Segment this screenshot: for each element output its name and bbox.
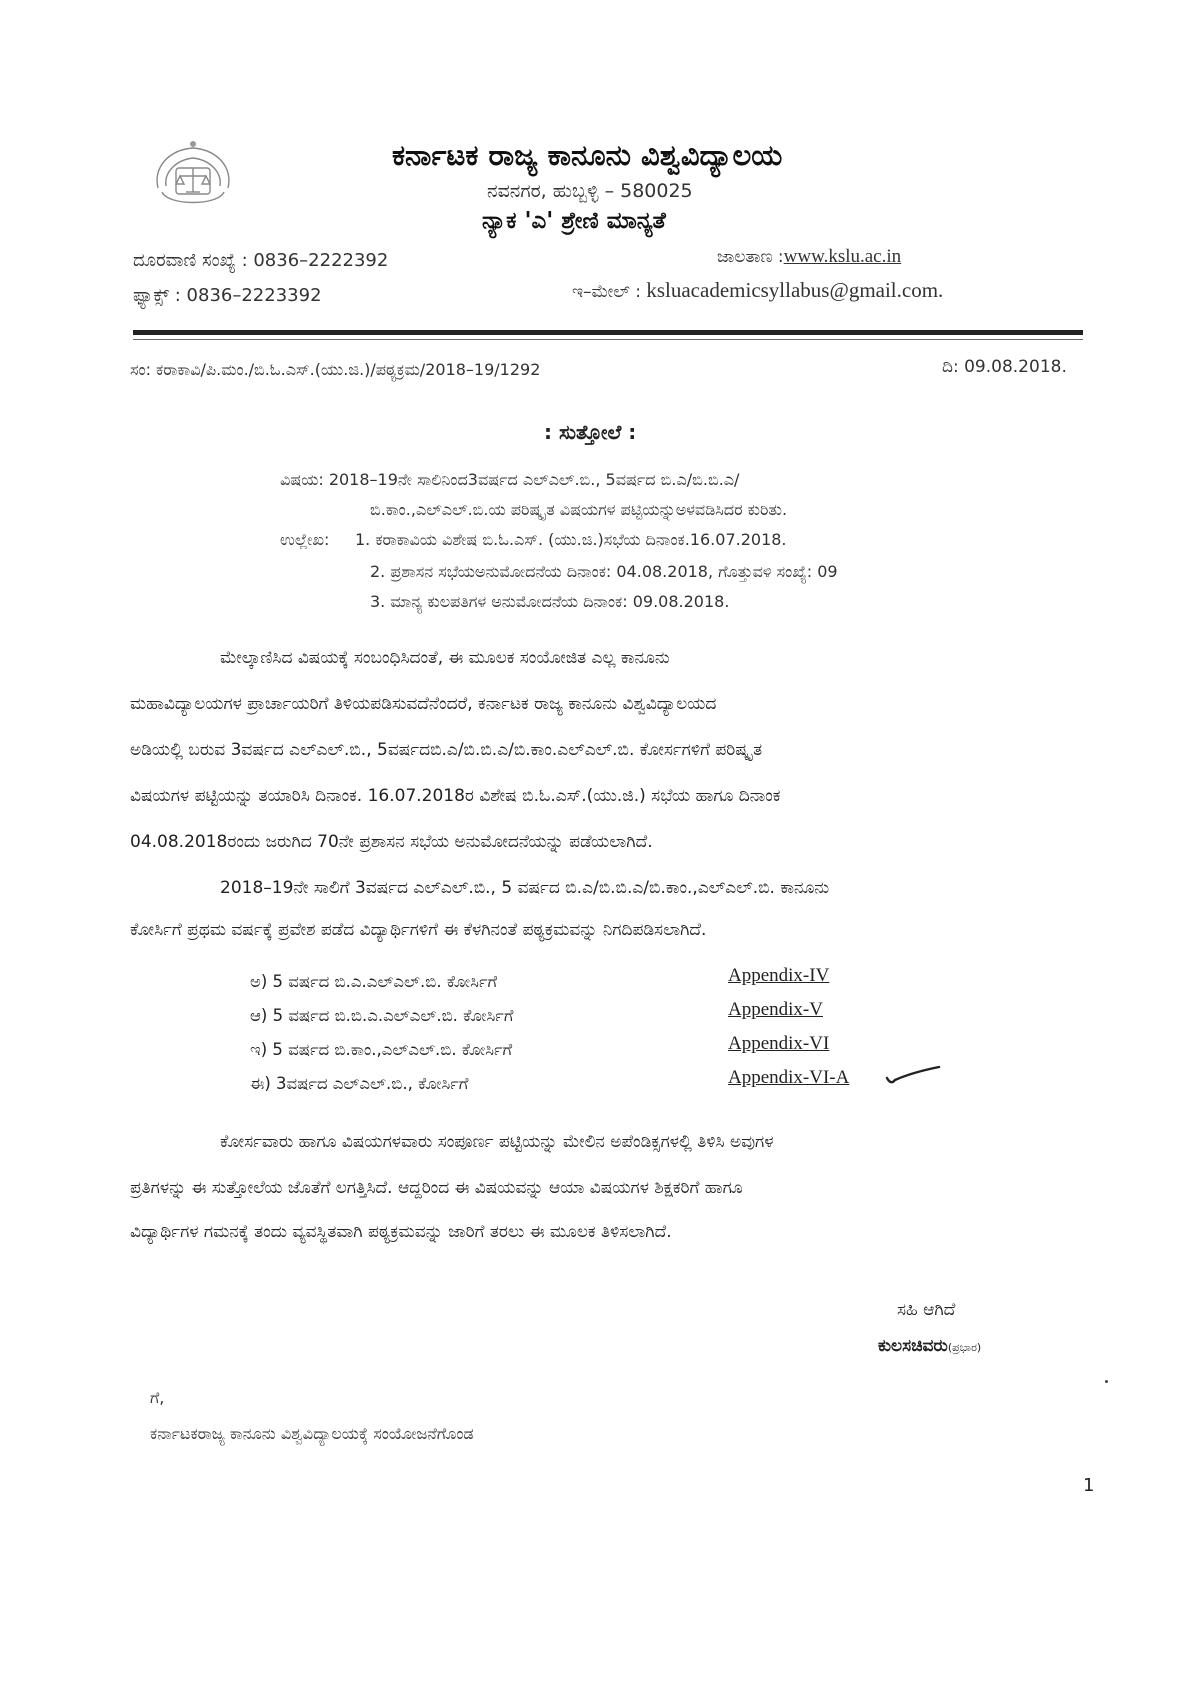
- fax-number: ಫ್ಯಾಕ್ಸ್ : 0836–2223392: [133, 285, 322, 306]
- body-paragraph-line: 04.08.2018ರಂದು ಜರುಗಿದ 70ನೇ ಪ್ರಶಾಸನ ಸಭೆಯ ಅನುಮೋದನೆಯನ್ನು ಪಡೆಯಲಾಗಿದೆ.: [130, 832, 653, 852]
- appendix-link[interactable]: Appendix-IV: [728, 965, 830, 986]
- reference-item: 1. ಕರಾಕಾವಿಯ ವಿಶೇಷ ಬಿ.ಓ.ಎಸ್. (ಯು.ಜಿ.)ಸಭೆಯ ದಿನಾಂಕ.16.07.2018.: [355, 530, 787, 549]
- page-number: 1: [1083, 1475, 1095, 1496]
- university-address: ನವನಗರ, ಹುಬ್ಬಳ್ಳಿ – 580025: [487, 180, 693, 202]
- body-paragraph-line: ಕೋರ್ಸಿಗೆ ಪ್ರಥಮ ವರ್ಷಕ್ಕೆ ಪ್ರವೇಶ ಪಡೆದ ವಿದ್ಯಾರ್ಥಿಗಳಿಗೆ ಈ ಕೆಳಗಿನಂತೆ ಪಠ್ಯಕ್ರಮವನ್ನು ನಿಗದಿಪಡಿಸಲಾಗಿದೆ.: [130, 920, 707, 940]
- website-link[interactable]: www.kslu.ac.in: [783, 246, 902, 267]
- email-label: ಇ–ಮೇಲ್ :: [572, 282, 641, 302]
- closing-paragraph-line: ಕೋರ್ಸವಾರು ಹಾಗೂ ವಿಷಯಗಳವಾರು ಸಂಪೂರ್ಣ ಪಟ್ಟಿಯನ್ನು ಮೇಲಿನ ಅಪೆಂಡಿಕ್ಸಗಳಲ್ಲಿ ತಿಳಿಸಿ ಅವುಗಳ: [220, 1132, 774, 1152]
- body-paragraph-line: ಅಡಿಯಲ್ಲಿ ಬರುವ 3ವರ್ಷದ ಎಲ್‌ಎಲ್.ಬಿ., 5ವರ್ಷದಬಿ.ಎ/ಬಿ.ಬಿ.ಎ/ಬಿ.ಕಾಂ.ಎಲ್‌ಎಲ್.ಬಿ. ಕೋರ್ಸಗಳಿಗೆ ಪರಿಷ್ಕೃತ: [130, 740, 763, 760]
- email-address[interactable]: ksluacademicsyllabus@gmail.com.: [646, 278, 944, 302]
- appendix-link[interactable]: Appendix-V: [728, 999, 823, 1020]
- course-item-label: ಈ) 3ವರ್ಷದ ಎಲ್‌ಎಲ್.ಬಿ., ಕೋರ್ಸಿಗೆ: [250, 1074, 469, 1093]
- course-item-label: ಆ) 5 ವರ್ಷದ ಬಿ.ಬಿ.ಎ.ಎಲ್‌ಎಲ್.ಬಿ. ಕೋರ್ಸಿಗೆ: [250, 1006, 514, 1025]
- email-line: [572, 278, 943, 303]
- appendix-link[interactable]: Appendix-VI: [728, 1033, 830, 1054]
- handwritten-tick-mark-icon: [884, 1064, 942, 1088]
- body-paragraph-line: ವಿಷಯಗಳ ಪಟ್ಟಿಯನ್ನು ತಯಾರಿಸಿ ದಿನಾಂಕ. 16.07.2018ರ ವಿಶೇಷ ಬಿ.ಓ.ಎಸ್.(ಯು.ಜಿ.) ಸಭೆಯ ಹಾಗೂ ದಿನಾಂಕ: [130, 786, 781, 806]
- header-divider-thin: [133, 339, 1083, 340]
- references-label: ಉಲ್ಲೇಖ:: [280, 530, 330, 549]
- registrar-title: [878, 1336, 981, 1356]
- subject-line-2: ಬಿ.ಕಾಂ.,ಎಲ್‌ಎಲ್.ಬಿ.ಯ ಪರಿಷ್ಕೃತ ವಿಷಯಗಳ ಪಟ್ಟಿಯನ್ನುಅಳವಡಿಸಿದರ ಕುರಿತು.: [370, 500, 788, 519]
- accreditation-line: ನ್ಯಾಕ 'ಎ' ಶ್ರೇಣಿ ಮಾನ್ಯತೆ: [482, 208, 666, 234]
- header-divider-thick: [133, 330, 1083, 335]
- university-name: ಕರ್ನಾಟಕ ರಾಜ್ಯ ಕಾನೂನು ವಿಶ್ವವಿದ್ಯಾಲಯ: [392, 138, 783, 172]
- course-item-label: ಅ) 5 ವರ್ಷದ ಬಿ.ಎ.ಎಲ್‌ಎಲ್.ಬಿ. ಕೋರ್ಸಿಗೆ: [250, 972, 498, 991]
- registrar-label: ಕುಲಸಚಿವರು: [878, 1336, 948, 1356]
- reference-item: 3. ಮಾನ್ಯ ಕುಲಪತಿಗಳ ಅನುಮೋದನೆಯ ದಿನಾಂಕ: 09.08.2018.: [370, 592, 730, 611]
- website-line: [717, 246, 901, 268]
- scan-dot: [1105, 1380, 1108, 1383]
- circular-title: : ಸುತ್ತೋಲೆ :: [544, 420, 637, 444]
- body-paragraph-line: ಮಹಾವಿದ್ಯಾಲಯಗಳ ಪ್ರಾರ್ಚಾಯರಿಗೆ ತಿಳಿಯಪಡಿಸುವದೆನೆಂದರೆ, ಕರ್ನಾಟಕ ರಾಜ್ಯ ಕಾನೂನು ವಿಶ್ವವಿದ್ಯಾಲಯದ: [130, 694, 717, 714]
- closing-paragraph-line: ವಿದ್ಯಾರ್ಥಿಗಳ ಗಮನಕ್ಕೆ ತಂದು ವ್ಯವಸ್ಥಿತವಾಗಿ ಪಠ್ಯಕ್ರಮವನ್ನು ಜಾರಿಗೆ ತರಲು ಈ ಮೂಲಕ ತಿಳಿಸಲಾಗಿದೆ.: [130, 1222, 672, 1242]
- reference-item: 2. ಪ್ರಶಾಸನ ಸಭೆಯಅನುಮೋದನೆಯ ದಿನಾಂಕ: 04.08.2018, ಗೊತ್ತುವಳಿ ಸಂಖ್ಯೆ: 09: [370, 562, 838, 581]
- document-date: ದಿ: 09.08.2018.: [942, 357, 1067, 377]
- university-emblem-logo: [148, 138, 238, 218]
- website-label: ಜಾಲತಾಣ :: [717, 247, 784, 267]
- phone-number: ದೂರವಾಣಿ ಸಂಖ್ಯೆ : 0836–2222392: [133, 250, 389, 271]
- course-item-label: ಇ) 5 ವರ್ಷದ ಬಿ.ಕಾಂ.,ಎಲ್‌ಎಲ್.ಬಿ. ಕೋರ್ಸಿಗೆ: [250, 1040, 513, 1059]
- signature-line: ಸಹಿ ಆಗಿದೆ: [897, 1300, 956, 1320]
- registrar-incharge: (ಪ್ರಭಾರ): [947, 1341, 982, 1354]
- appendix-link[interactable]: Appendix-VI-A: [728, 1067, 850, 1088]
- body-paragraph-line: 2018–19ನೇ ಸಾಲಿಗೆ 3ವರ್ಷದ ಎಲ್‌ಎಲ್.ಬಿ., 5 ವರ್ಷದ ಬಿ.ಎ/ಬಿ.ಬಿ.ಎ/ಬಿ.ಕಾಂ.,ಎಲ್‌ಎಲ್.ಬಿ. ಕಾನೂನು: [220, 878, 830, 898]
- body-paragraph-line: ಮೇಲ್ಕಾಣಿಸಿದ ವಿಷಯಕ್ಕೆ ಸಂಬಂಧಿಸಿದಂತೆ, ಈ ಮೂಲಕ ಸಂಯೋಜಿತ ಎಲ್ಲ ಕಾನೂನು: [220, 648, 670, 668]
- recipient-line: ಕರ್ನಾಟಕರಾಜ್ಯ ಕಾನೂನು ವಿಶ್ವವಿದ್ಯಾಲಯಕ್ಕೆ ಸಂಯೋಜನೆಗೊಂಡ: [150, 1424, 474, 1443]
- reference-number: ಸಂ: ಕರಾಕಾವಿ/ಪಿ.ಮಂ./ಬಿ.ಓ.ಎಸ್.(ಯು.ಜಿ.)/ಪಠ್ಯಕ್ರಮ/2018–19/1292: [130, 360, 541, 379]
- to-label: ಗೆ,: [150, 1388, 165, 1407]
- subject-line-1: ವಿಷಯ: 2018–19ನೇ ಸಾಲಿನಿಂದ3ವರ್ಷದ ಎಲ್‌ಎಲ್.ಬಿ., 5ವರ್ಷದ ಬಿ.ಎ/ಬಿ.ಬಿ.ಎ/: [280, 470, 740, 489]
- closing-paragraph-line: ಪ್ರತಿಗಳನ್ನು ಈ ಸುತ್ತೋಲೆಯ ಜೊತೆಗೆ ಲಗತ್ತಿಸಿದೆ. ಆದ್ದರಿಂದ ಈ ವಿಷಯವನ್ನು ಆಯಾ ವಿಷಯಗಳ ಶಿಕ್ಷಕರಿಗೆ ಹಾಗೂ: [130, 1178, 743, 1198]
